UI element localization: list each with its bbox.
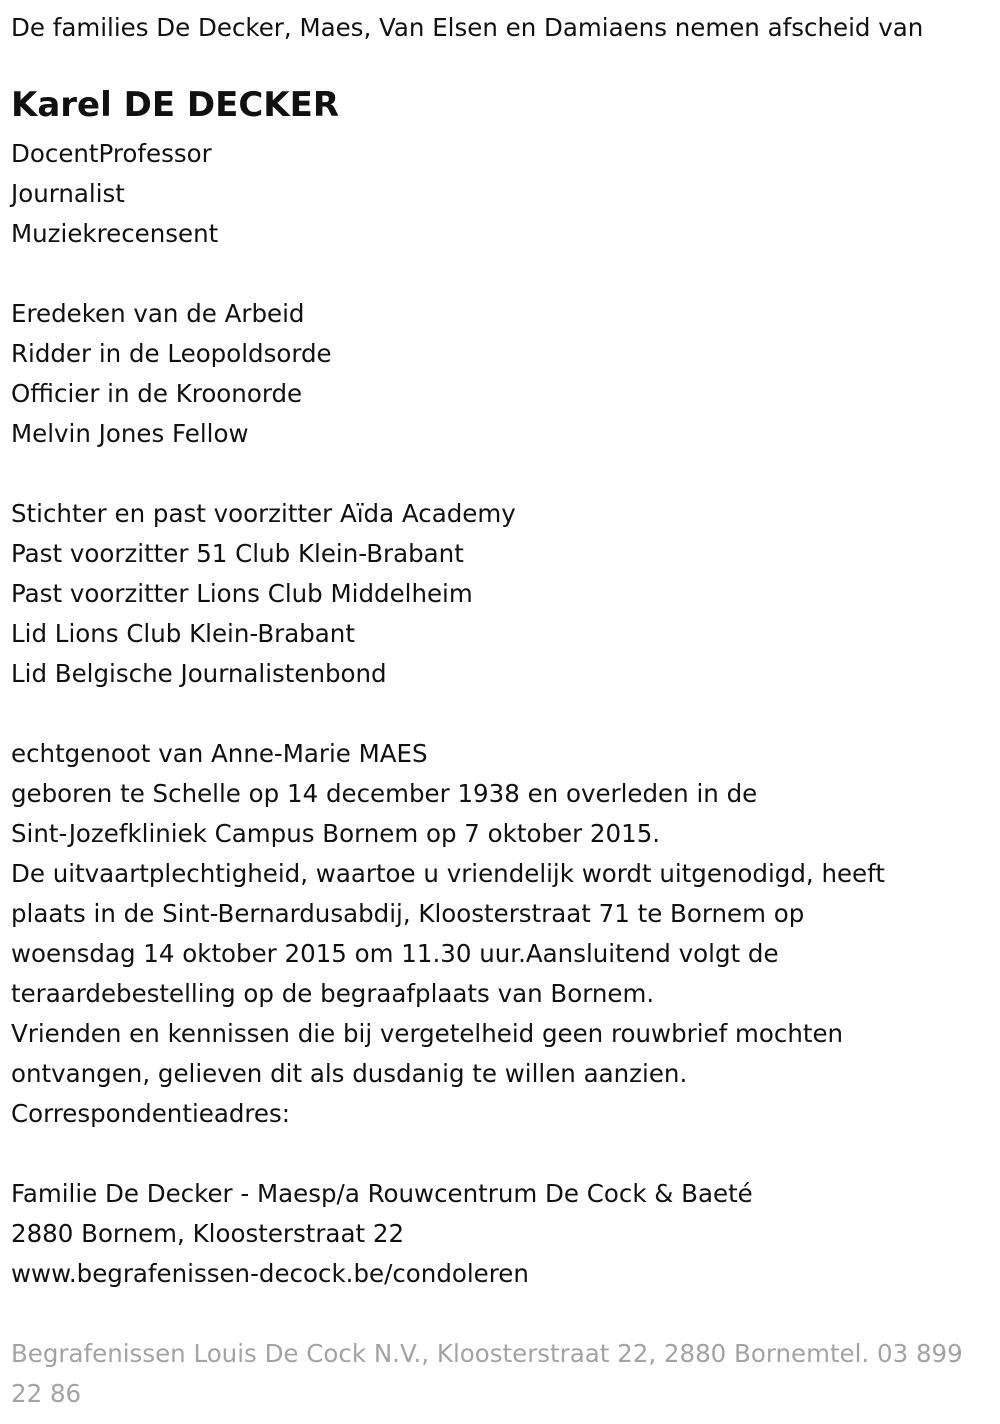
membership: Stichter en past voorzitter Aïda Academy bbox=[11, 499, 516, 528]
detail-line: Vrienden en kennissen die bij vergetelheid geen rouwbrief mochten bbox=[11, 1019, 844, 1048]
profession: DocentProfessor bbox=[11, 139, 212, 168]
membership: Lid Lions Club Klein-Brabant bbox=[11, 619, 355, 648]
professions-list bbox=[11, 134, 989, 254]
detail-line: Sint-Jozefkliniek Campus Bornem op 7 oktober 2015. bbox=[11, 819, 661, 848]
honor: Melvin Jones Fellow bbox=[11, 419, 249, 448]
membership: Past voorzitter Lions Club Middelheim bbox=[11, 579, 473, 608]
membership: Past voorzitter 51 Club Klein-Brabant bbox=[11, 539, 464, 568]
detail-line: woensdag 14 oktober 2015 om 11.30 uur.Aansluitend volgt de bbox=[11, 939, 779, 968]
funeral-home-footer: Begrafenissen Louis De Cock N.V., Kloosterstraat 22, 2880 Bornemtel. 03 899 22 86 bbox=[11, 1339, 963, 1408]
honors-list bbox=[11, 294, 989, 454]
deceased-name: Karel DE DECKER bbox=[11, 85, 340, 125]
profession: Journalist bbox=[11, 179, 125, 208]
detail-line: plaats in de Sint-Bernardusabdij, Kloosterstraat 71 te Bornem op bbox=[11, 899, 805, 928]
honor: Eredeken van de Arbeid bbox=[11, 299, 305, 328]
address-line: Familie De Decker - Maesp/a Rouwcentrum De Cock & Baeté bbox=[11, 1179, 753, 1208]
detail-line: Correspondentieadres: bbox=[11, 1099, 291, 1128]
detail-line: geboren te Schelle op 14 december 1938 en overleden in de bbox=[11, 779, 758, 808]
membership: Lid Belgische Journalistenbond bbox=[11, 659, 387, 688]
honor: Ridder in de Leopoldsorde bbox=[11, 339, 332, 368]
detail-line: ontvangen, gelieven dit als dusdanig te willen aanzien. bbox=[11, 1059, 688, 1088]
honor: Officier in de Kroonorde bbox=[11, 379, 303, 408]
memberships-list bbox=[11, 494, 989, 694]
detail-line: teraardebestelling op de begraafplaats van Bornem. bbox=[11, 979, 655, 1008]
detail-line: echtgenoot van Anne-Marie MAES bbox=[11, 739, 428, 768]
address-block bbox=[11, 1174, 989, 1294]
condolence-link[interactable]: www.begrafenissen-decock.be/condoleren bbox=[11, 1259, 529, 1288]
detail-line: De uitvaartplechtigheid, waartoe u vriendelijk wordt uitgenodigd, heeft bbox=[11, 859, 885, 888]
details-text bbox=[11, 734, 989, 1134]
address-line: 2880 Bornem, Kloosterstraat 22 bbox=[11, 1219, 405, 1248]
profession: Muziekrecensent bbox=[11, 219, 219, 248]
intro-text: De families De Decker, Maes, Van Elsen en Damiaens nemen afscheid van bbox=[11, 13, 924, 42]
